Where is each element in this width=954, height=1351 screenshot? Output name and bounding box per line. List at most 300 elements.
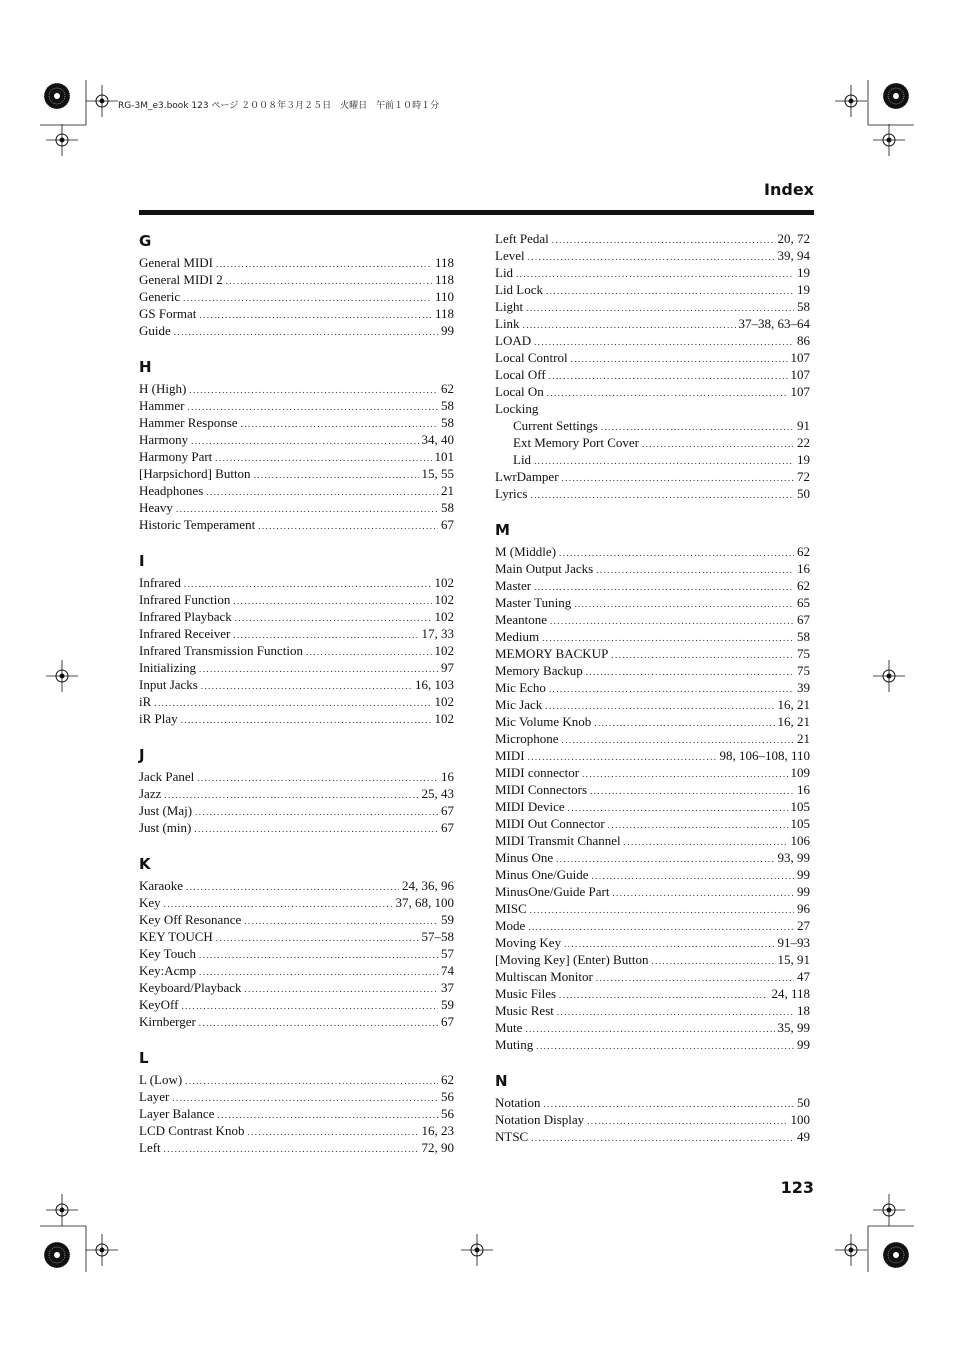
entry-pages: 18 [797,1003,810,1018]
index-entry [139,802,454,819]
entry-pages: 91–93 [777,935,810,950]
entry-pages: 16 [797,561,810,576]
entry-term: MIDI Transmit Channel [495,833,621,848]
section-letter: K [139,855,151,873]
entry-term: LwrDamper [495,469,559,484]
index-entry [139,710,454,727]
entry-term: Historic Temperament [139,517,256,532]
entry-term: Master Tuning [495,595,572,610]
dot-leader [528,919,794,934]
index-entry [139,380,454,397]
entry-pages: 72 [797,469,810,484]
dot-leader [194,821,438,836]
index-entry [139,448,454,465]
entry-pages: 67 [441,820,454,835]
dot-leader [528,749,717,764]
dot-leader [164,1141,419,1156]
index-entry [495,628,810,645]
index-entry [495,713,810,730]
page-title: Index [764,180,814,199]
index-entry [139,1013,454,1030]
dot-leader [544,1096,795,1111]
dot-leader [592,868,794,883]
entry-term: Left Pedal [495,231,549,246]
entry-term: Meantone [495,612,547,627]
entry-term: Level [495,248,525,263]
entry-term: Infrared Playback [139,609,232,624]
entry-pages: 67 [797,612,810,627]
entry-term: Jazz [139,786,162,801]
entry-pages: 105 [790,799,810,814]
dot-leader [185,1073,438,1088]
index-entry [495,866,810,883]
dot-leader [642,436,794,451]
index-section [139,356,454,533]
entry-pages: 99 [797,867,810,882]
entry-term: Jack Panel [139,769,195,784]
dot-leader [612,885,794,900]
entry-pages: 37 [441,980,454,995]
entry-pages: 62 [797,578,810,593]
entry-pages: 62 [797,544,810,559]
entry-pages: 99 [797,884,810,899]
index-entry [495,383,810,400]
entry-pages: 105 [790,816,810,831]
dot-leader [531,487,795,502]
index-entry [495,247,810,264]
dot-leader [172,1090,438,1105]
entry-term: General MIDI 2 [139,272,223,287]
index-entry [495,298,810,315]
entry-pages: 93, 99 [777,850,810,865]
dot-leader [568,800,788,815]
entry-term: Music Rest [495,1003,554,1018]
dot-leader [534,579,794,594]
entry-term: LCD Contrast Knob [139,1123,245,1138]
index-section [139,853,454,1030]
dot-leader [154,695,431,710]
entry-pages: 86 [797,333,810,348]
entry-pages: 102 [434,711,454,726]
entry-term: Heavy [139,500,173,515]
entry-pages: 21 [797,731,810,746]
entry-pages: 16, 103 [415,677,454,692]
index-section [495,230,810,502]
entry-pages: 24, 36, 96 [402,878,454,893]
entry-pages: 50 [797,486,810,501]
index-entry [139,911,454,928]
section-letter: N [495,1072,508,1090]
entry-term: Microphone [495,731,559,746]
index-entry [139,322,454,339]
dot-leader [594,715,774,730]
entry-pages: 101 [434,449,454,464]
index-entry [495,781,810,798]
entry-term: Lid [513,452,532,467]
index-entry [495,485,810,502]
entry-term: Key:Acmp [139,963,197,978]
index-entry [139,608,454,625]
index-entry [495,1036,810,1053]
entry-pages: 107 [790,350,810,365]
dot-leader [201,678,412,693]
entry-term: Layer Balance [139,1106,215,1121]
index-entry [139,962,454,979]
index-entry [495,281,810,298]
dot-leader [601,419,794,434]
index-entry [495,332,810,349]
entry-term: Mute [495,1020,523,1035]
dot-leader [245,981,438,996]
entry-term: Mic Volume Knob [495,714,592,729]
entry-pages: 27 [797,918,810,933]
entry-term: Key Off Resonance [139,912,242,927]
index-entry [495,434,810,451]
dot-leader [624,834,788,849]
dot-leader [547,385,788,400]
entry-term: Infrared Function [139,592,231,607]
entry-pages: 37–38, 63–64 [738,316,810,331]
entry-term: MIDI Out Connector [495,816,605,831]
entry-term: Medium [495,629,540,644]
entry-pages: 99 [441,323,454,338]
index-section [495,519,810,1053]
dot-leader [562,470,794,485]
entry-term: H (High) [139,381,187,396]
entry-pages: 62 [441,1072,454,1087]
dot-leader [189,382,438,397]
section-letter: J [139,746,145,764]
entry-pages: 67 [441,1014,454,1029]
entry-pages: 97 [441,660,454,675]
entry-term: MIDI connector [495,765,580,780]
entry-pages: 47 [797,969,810,984]
index-entry [495,594,810,611]
entry-pages: 62 [441,381,454,396]
entry-term: Lid Lock [495,282,544,297]
entry-term: NTSC [495,1129,529,1144]
index-entry [495,662,810,679]
entry-pages: 58 [797,629,810,644]
dot-leader [534,334,794,349]
index-section [139,744,454,836]
dot-leader [559,987,768,1002]
entry-pages: 96 [797,901,810,916]
dot-leader [233,593,431,608]
entry-pages: 34, 40 [421,432,454,447]
index-entry [139,693,454,710]
entry-term: MEMORY BACKUP [495,646,609,661]
index-section [139,230,454,339]
dot-leader [206,484,438,499]
index-entry [495,1002,810,1019]
index-entry [139,768,454,785]
entry-pages: 67 [441,517,454,532]
dot-leader [235,610,432,625]
entry-term: Mic Echo [495,680,546,695]
entry-term: Notation [495,1095,541,1110]
dot-leader [195,804,438,819]
dot-leader [559,545,794,560]
index-entry [495,968,810,985]
entry-pages: 118 [434,255,454,270]
entry-term: Key [139,895,161,910]
entry-pages: 58 [441,415,454,430]
entry-pages: 56 [441,1106,454,1121]
section-letter: M [495,521,510,539]
dot-leader [564,936,774,951]
index-entry [139,397,454,414]
index-entry [495,730,810,747]
entry-term: MISC [495,901,527,916]
entry-term: Infrared [139,575,181,590]
dot-leader [174,324,438,339]
entry-pages: 59 [441,997,454,1012]
index-entry [495,883,810,900]
entry-pages: 16, 21 [777,714,810,729]
index-entry [139,659,454,676]
index-entry [495,696,810,713]
index-section [139,1047,454,1156]
index-entry [495,849,810,866]
entry-term: Memory Backup [495,663,583,678]
dot-leader [536,1038,794,1053]
dot-leader [552,232,775,247]
index-entry [495,451,810,468]
index-entry [495,366,810,383]
entry-term: Light [495,299,524,314]
dot-leader [542,630,794,645]
entry-pages: 39 [797,680,810,695]
entry-term: MinusOne/Guide Part [495,884,610,899]
index-entry [139,819,454,836]
entry-pages: 102 [434,694,454,709]
index-entry [139,305,454,322]
index-entry [139,979,454,996]
dot-leader [216,256,432,271]
index-section [139,550,454,727]
entry-pages: 37, 68, 100 [395,895,454,910]
entry-pages: 24, 118 [771,986,810,1001]
entry-term: Ext Memory Port Cover [513,435,640,450]
index-entry [139,676,454,693]
index-entry [495,315,810,332]
dot-leader [608,817,788,832]
dot-leader [596,562,794,577]
entry-term: Infrared Transmission Function [139,643,303,658]
dot-leader [197,770,438,785]
dot-leader [164,896,393,911]
print-slug: RG-3M_e3.book 123 ページ ２００８年３月２５日 火曜日 午前１０時１分 [118,101,440,111]
entry-term: Mode [495,918,526,933]
entry-term: LOAD [495,333,532,348]
entry-pages: 58 [797,299,810,314]
dot-leader [199,661,438,676]
dot-leader [562,732,794,747]
section-letter: H [139,358,152,376]
section-letter: I [139,552,145,570]
entry-term: Hammer Response [139,415,238,430]
index-entry [495,577,810,594]
entry-term: Local On [495,384,544,399]
entry-pages: 17, 33 [421,626,454,641]
entry-pages: 50 [797,1095,810,1110]
entry-pages: 16, 21 [777,697,810,712]
index-entry [495,611,810,628]
dot-leader [525,1021,774,1036]
entry-term: MIDI Connectors [495,782,588,797]
dot-leader [651,953,774,968]
index-entry [495,543,810,560]
dot-leader [574,596,794,611]
dot-leader [582,766,787,781]
index-entry [495,1019,810,1036]
entry-term: Key Touch [139,946,196,961]
entry-pages: 107 [790,384,810,399]
section-letter: G [139,232,152,250]
entry-term: Notation Display [495,1112,585,1127]
entry-term: Local Control [495,350,568,365]
entry-pages: 75 [797,646,810,661]
entry-pages: 74 [441,963,454,978]
entry-term: Infrared Receiver [139,626,231,641]
dot-leader [611,647,794,662]
dot-leader [199,307,432,322]
dot-leader [216,930,419,945]
index-entry [495,798,810,815]
entry-term: iR Play [139,711,178,726]
dot-leader [571,351,788,366]
entry-term: Current Settings [513,418,598,433]
entry-term: Kirnberger [139,1014,196,1029]
dot-leader [530,902,794,917]
entry-pages: 25, 43 [421,786,454,801]
index-entry [139,516,454,533]
entry-pages: 110 [434,289,454,304]
dot-leader [528,249,775,264]
dot-leader [226,273,432,288]
dot-leader [164,787,418,802]
entry-term: [Moving Key] (Enter) Button [495,952,649,967]
entry-pages: 58 [441,500,454,515]
index-entry [495,951,810,968]
entry-term: Guide [139,323,171,338]
dot-leader [258,518,438,533]
index-entry [139,414,454,431]
dot-leader [199,1015,438,1030]
entry-term: Multiscan Monitor [495,969,593,984]
entry-term: Just (min) [139,820,192,835]
entry-term: Moving Key [495,935,562,950]
entry-pages: 102 [434,592,454,607]
index-entry [139,1071,454,1088]
entry-pages: 20, 72 [777,231,810,246]
entry-term: MIDI [495,748,525,763]
index-entry [495,900,810,917]
index-entry [139,1088,454,1105]
dot-leader [247,1124,418,1139]
entry-term: Harmony Part [139,449,213,464]
entry-pages: 100 [790,1112,810,1127]
entry-term: MIDI Device [495,799,565,814]
entry-pages: 106 [790,833,810,848]
entry-pages: 56 [441,1089,454,1104]
dot-leader [181,712,432,727]
index-entry [139,642,454,659]
entry-term: Lid [495,265,514,280]
entry-term: Main Output Jacks [495,561,594,576]
index-entry [139,254,454,271]
entry-term: Harmony [139,432,189,447]
entry-term: KeyOff [139,997,179,1012]
dot-leader [215,450,431,465]
entry-term: Locking [495,401,539,416]
index-entry [139,431,454,448]
entry-pages: 15, 55 [421,466,454,481]
entry-pages: 49 [797,1129,810,1144]
dot-leader [516,266,794,281]
entry-pages: 102 [434,643,454,658]
entry-pages: 19 [797,282,810,297]
dot-leader [549,368,788,383]
entry-pages: 19 [797,452,810,467]
entry-term: Hammer [139,398,185,413]
index-entry [495,832,810,849]
index-entry [139,465,454,482]
entry-pages: 75 [797,663,810,678]
entry-term: Minus One/Guide [495,867,589,882]
index-entry [495,468,810,485]
index-entry [495,264,810,281]
entry-term: Lyrics [495,486,528,501]
dot-leader [306,644,432,659]
dot-leader [241,416,438,431]
index-entry [495,815,810,832]
index-entry [139,625,454,642]
entry-pages: 39, 94 [777,248,810,263]
page-number: 123 [780,1178,814,1197]
entry-term: Generic [139,289,181,304]
entry-pages: 109 [790,765,810,780]
dot-leader [186,879,399,894]
index-entry [495,764,810,781]
dot-leader [199,947,438,962]
entry-pages: 118 [434,306,454,321]
entry-pages: 15, 91 [777,952,810,967]
entry-pages: 107 [790,367,810,382]
entry-pages: 91 [797,418,810,433]
header-rule [139,210,814,215]
index-entry [495,747,810,764]
entry-pages: 57 [441,946,454,961]
index-entry [139,996,454,1013]
index-entry [139,574,454,591]
index-entry [139,945,454,962]
entry-pages: 16 [797,782,810,797]
index-column-left [139,230,454,1173]
dot-leader [526,300,794,315]
entry-term: Initializing [139,660,197,675]
dot-leader [187,399,438,414]
entry-pages: 59 [441,912,454,927]
dot-leader [590,783,794,798]
entry-term: Link [495,316,520,331]
dot-leader [556,851,774,866]
dot-leader [587,1113,787,1128]
entry-term: Input Jacks [139,677,198,692]
index-entry [495,230,810,247]
entry-pages: 65 [797,595,810,610]
